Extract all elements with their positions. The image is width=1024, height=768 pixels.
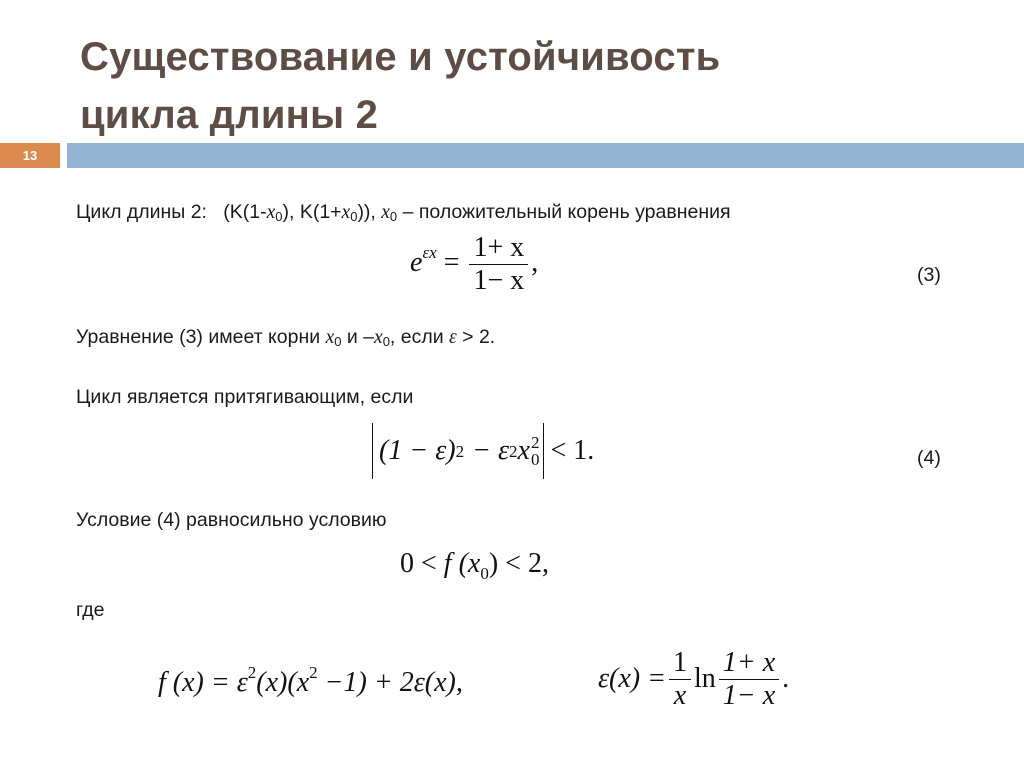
cycle-k1: (K(1- (223, 201, 267, 223)
eq5-arg: (x (458, 548, 481, 579)
eq4-x-sub: 0 (530, 450, 540, 469)
cycle-definition (76, 199, 731, 230)
equation-3 (410, 232, 538, 297)
eps-fraction-1 (669, 647, 691, 712)
sub-0: 0 (389, 209, 398, 224)
sub-0: 0 (275, 209, 283, 224)
eq3-fraction (469, 232, 528, 297)
equation-f-definition (158, 664, 463, 697)
slide-title (80, 28, 980, 144)
eq4-eps-pow: 2 (509, 441, 518, 461)
var-x: x (266, 202, 276, 223)
eq3-comma: , (531, 246, 539, 278)
eps-lhs: ε(x) = (598, 663, 667, 694)
eq5-f: f (443, 548, 452, 579)
eq3-numerator: 1+ x (469, 232, 528, 265)
var-x: x (325, 327, 335, 348)
equation-4 (372, 422, 594, 480)
eq6-mid: (x)(x (256, 667, 310, 698)
abs-bar-left (372, 423, 373, 479)
eq6-tail: −1) + 2ε(x), (317, 667, 463, 698)
var-x: x (381, 202, 390, 223)
eps-fraction-2 (719, 647, 779, 712)
slide-number-badge: 13 (0, 143, 60, 168)
eq5-close: ) (488, 548, 499, 579)
equation-5 (400, 550, 549, 582)
sub-0: 0 (382, 334, 390, 349)
sub-0: 0 (334, 334, 342, 349)
sub-0: 0 (350, 209, 358, 224)
eq4-x: x (517, 435, 530, 466)
eps-frac2-num: 1+ x (719, 647, 779, 680)
var-epsilon: ε (449, 327, 457, 348)
eq3-base: e (410, 246, 423, 278)
cycle-label: Цикл длины 2: (76, 201, 207, 223)
cycle-end: )), (357, 201, 382, 223)
roots-gt: > 2. (456, 326, 496, 348)
attract-sentence: Цикл является притягивающим, если (76, 386, 414, 408)
eps-dot: . (782, 663, 790, 694)
eq6-pow: 2 (247, 663, 257, 682)
roots-if: , если (389, 326, 450, 348)
roots-sentence (76, 324, 495, 355)
var-x: x (374, 327, 383, 348)
eq3-equals: = (443, 246, 460, 278)
eps-frac1-num: 1 (669, 647, 691, 680)
eq4-minus: − ε (472, 435, 510, 466)
eq5-arg-sub: 0 (480, 564, 489, 583)
eq4-pow: 2 (455, 441, 465, 461)
eq5-lhs: 0 < (400, 548, 444, 579)
eq6-pow2: 2 (309, 663, 318, 682)
eq4-x-pow: 2 (530, 433, 540, 452)
roots-pre: Уравнение (3) имеет корни (76, 326, 326, 348)
equation-epsilon-definition (598, 640, 789, 718)
cycle-description: – положительный корень уравнения (397, 201, 731, 223)
eps-frac1-den: x (673, 679, 687, 711)
equation-4-label: (4) (917, 447, 941, 469)
eq4-rhs: < 1. (550, 435, 595, 466)
title-accent-bar (67, 143, 1024, 168)
slide-title-line-2: цикла длины 2 (80, 93, 379, 137)
roots-and: и – (341, 326, 375, 348)
cycle-mid: ), K(1+ (282, 201, 342, 223)
eps-ln: ln (694, 663, 716, 694)
where-text: где (76, 599, 105, 621)
eq4-x-scripts (531, 434, 540, 468)
slide-title-line-1: Существование и устойчивость (80, 35, 721, 79)
eps-frac2-den: 1− x (722, 679, 776, 711)
eq5-rhs: < 2, (498, 548, 549, 579)
eq3-denominator: 1− x (473, 265, 525, 296)
eq4-open: (1 − ε) (379, 435, 456, 466)
condition-sentence: Условие (4) равносильно условию (76, 509, 387, 531)
equation-3-label: (3) (917, 264, 941, 286)
eq6-lhs: f (x) = ε (158, 667, 248, 698)
eq3-exponent: εx (422, 242, 437, 262)
var-x: x (341, 202, 351, 223)
abs-bar-right (543, 423, 544, 479)
